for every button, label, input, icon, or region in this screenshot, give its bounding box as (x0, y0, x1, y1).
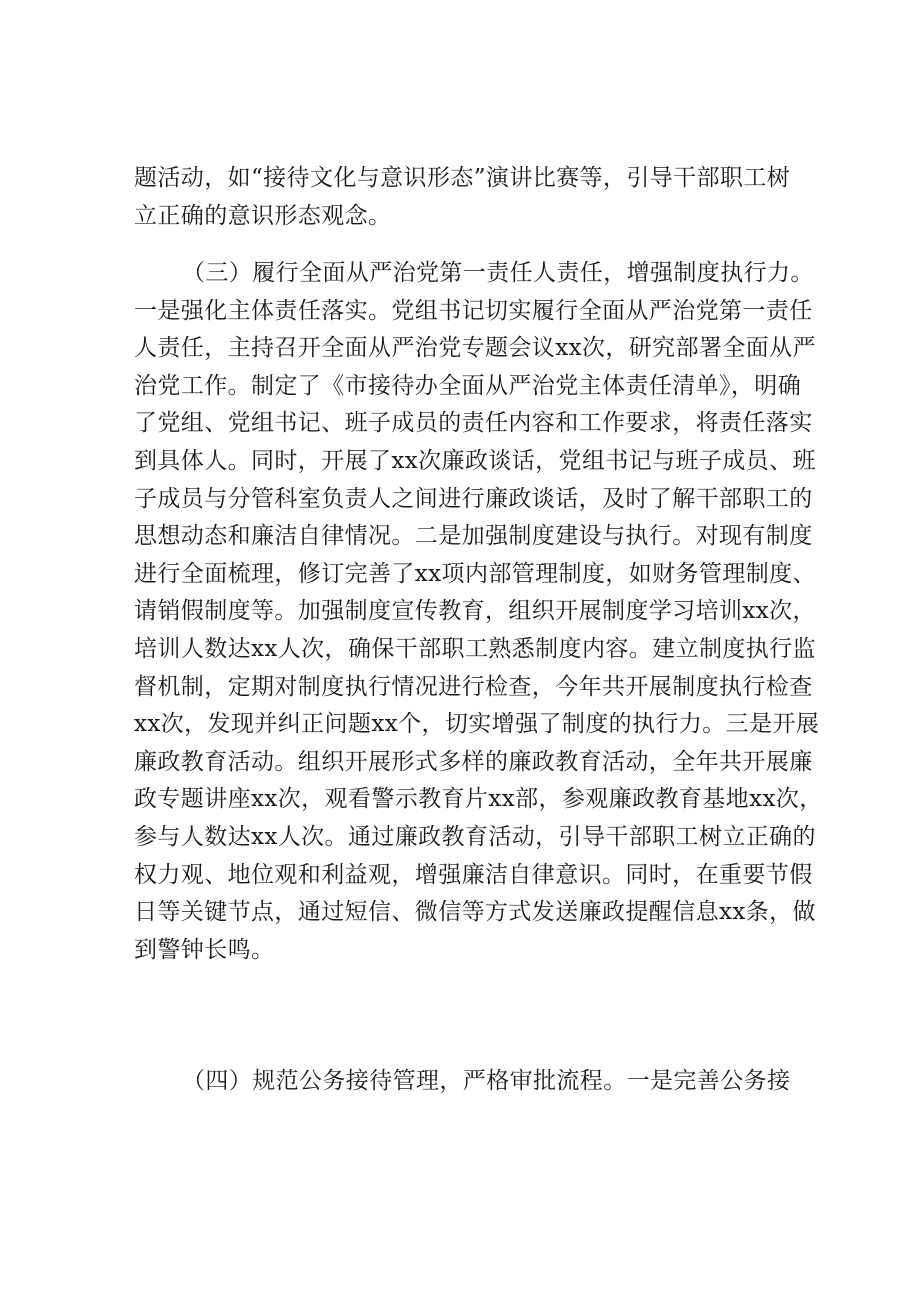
paragraph-3-heading: （四）规范公务接待管理，严格审批流程。一是完善公务接 (182, 1068, 791, 1094)
paragraph-2-line: 请销假制度等。加强制度宣传教育，组织开展制度学习培训xx次， (134, 598, 816, 625)
paragraph-2-line: xx次，发现并纠正问题xx个，切实增强了制度的执行力。三是开展 (134, 711, 820, 738)
paragraph-2-line: 到具体人。同时，开展了xx次廉政谈话，党组书记与班子成员、班 (134, 447, 816, 474)
paragraph-3 (134, 1063, 804, 1101)
paragraph-2-line: 培训人数达xx人次，确保干部职工熟悉制度内容。建立制度执行监 (134, 635, 816, 662)
paragraph-2-line: 治党工作。制定了《市接待办全面从严治党主体责任清单》，明确 (134, 372, 802, 399)
paragraph-2-line: 思想动态和廉洁自律情况。二是加强制度建设与执行。对现有制度 (134, 523, 813, 550)
paragraph-2-line: 到警钟长鸣。 (134, 936, 275, 963)
paragraph-2-line: 政专题讲座xx次，观看警示教育片xx部，参观廉政教育基地xx次， (134, 786, 823, 813)
paragraph-2-line: 了党组、党组书记、班子成员的责任内容和工作要求，将责任落实 (134, 410, 813, 437)
paragraph-2-line: 督机制，定期对制度执行情况进行检查，今年共开展制度执行检查 (134, 673, 813, 700)
paragraph-1-line: 题活动，如“接待文化与意识形态”演讲比赛等，引导干部职工树 (134, 165, 791, 191)
paragraph-2-line: 一是强化主体责任落实。党组书记切实履行全面从严治党第一责任 (134, 297, 813, 324)
paragraph-2-heading: （三）履行全面从严治党第一责任人责任，增强制度执行力。 (182, 260, 814, 286)
paragraph-2-line: 子成员与分管科室负责人之间进行廉政谈话，及时了解干部职工的 (134, 485, 813, 512)
paragraph-2-line: 进行全面梳理，修订完善了xx项内部管理制度，如财务管理制度、 (134, 560, 816, 587)
paragraph-2-line: 廉政教育活动。组织开展形式多样的廉政教育活动，全年共开展廉 (134, 748, 813, 775)
paragraph-2-line: 人责任，主持召开全面从严治党专题会议xx次，研究部署全面从严 (134, 335, 816, 362)
paragraph-2 (134, 255, 823, 969)
paragraph-1 (134, 160, 804, 235)
paragraph-1-line: 立正确的意识形态观念。 (134, 202, 392, 229)
paragraph-2-line: 权力观、地位观和利益观，增强廉洁自律意识。同时，在重要节假 (134, 861, 813, 888)
paragraph-2-line: 参与人数达xx人次。通过廉政教育活动，引导干部职工树立正确的 (134, 823, 816, 850)
paragraph-2-line: 日等关键节点，通过短信、微信等方式发送廉政提醒信息xx条，做 (134, 899, 816, 926)
